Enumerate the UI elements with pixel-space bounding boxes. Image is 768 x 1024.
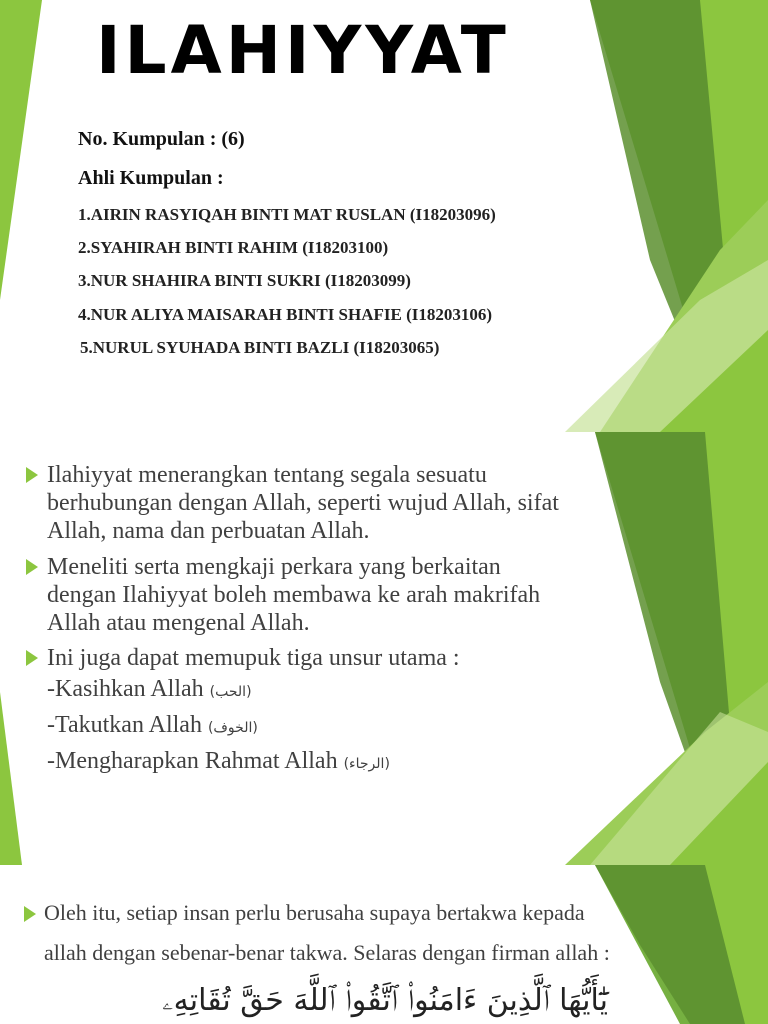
element-arabic: (الحب) [209,684,252,700]
members-label: Ahli Kumpulan : [78,167,224,189]
element-arabic: (الخوف) [207,720,258,736]
bullet-item [47,644,460,672]
bullet-line: dengan Ilahiyyat boleh membawa ke arah makrifah [47,582,541,608]
bullet-line: Allah, nama dan perbuatan Allah. [47,518,370,544]
bullet-item [47,461,559,545]
quran-verse: يَٰٓأَيُّهَا ٱلَّذِينَ ءَامَنُوا۟ ٱتَّقُوا۟ ٱللَّهَ حَقَّ تُقَاتِهِۦ [162,983,608,1018]
slide-verse [0,865,768,1024]
bullet-line: allah dengan sebenar-benar takwa. Selaras dengan firman allah : [44,940,610,965]
bullet-arrow-icon [26,467,38,483]
element-label: -Mengharapkan Rahmat Allah [47,748,338,774]
member-item: 5.NURUL SYUHADA BINTI BAZLI (I18203065) [80,338,440,357]
bullet-line: Ini juga dapat memupuk tiga unsur utama : [47,645,460,671]
member-item: 4.NUR ALIYA MAISARAH BINTI SHAFIE (I18203106) [78,305,493,324]
page-title: ILAHIYYAT [96,12,510,89]
bullet-line: Ilahiyyat menerangkan tentang segala sesuatu [47,462,487,488]
bullet-arrow-icon [26,559,38,575]
element-label: -Kasihkan Allah [47,676,204,702]
bullet-arrow-icon [24,906,36,922]
slide-content [0,432,768,865]
bullet-line: Oleh itu, setiap insan perlu berusaha supaya bertakwa kepada [44,900,585,925]
element-item [47,712,258,739]
element-label: -Takutkan Allah [47,712,202,738]
element-item [47,748,390,775]
bullet-line: berhubungan dengan Allah, seperti wujud Allah, sifat [47,490,559,516]
bullet-arrow-icon [26,650,38,666]
bullet-line: Meneliti serta mengkaji perkara yang berkaitan [47,554,501,580]
slide-title [0,0,768,432]
group-number: No. Kumpulan : (6) [78,128,245,150]
member-item: 2.SYAHIRAH BINTI RAHIM (I18203100) [78,238,389,257]
element-item [47,676,252,703]
bullet-line: Allah atau mengenal Allah. [47,610,310,636]
bullet-item [47,553,540,637]
member-item: 1.AIRIN RASYIQAH BINTI MAT RUSLAN (I18203096) [78,205,496,224]
element-arabic: (الرجاء) [343,756,390,772]
member-item: 3.NUR SHAHIRA BINTI SUKRI (I18203099) [78,271,411,290]
